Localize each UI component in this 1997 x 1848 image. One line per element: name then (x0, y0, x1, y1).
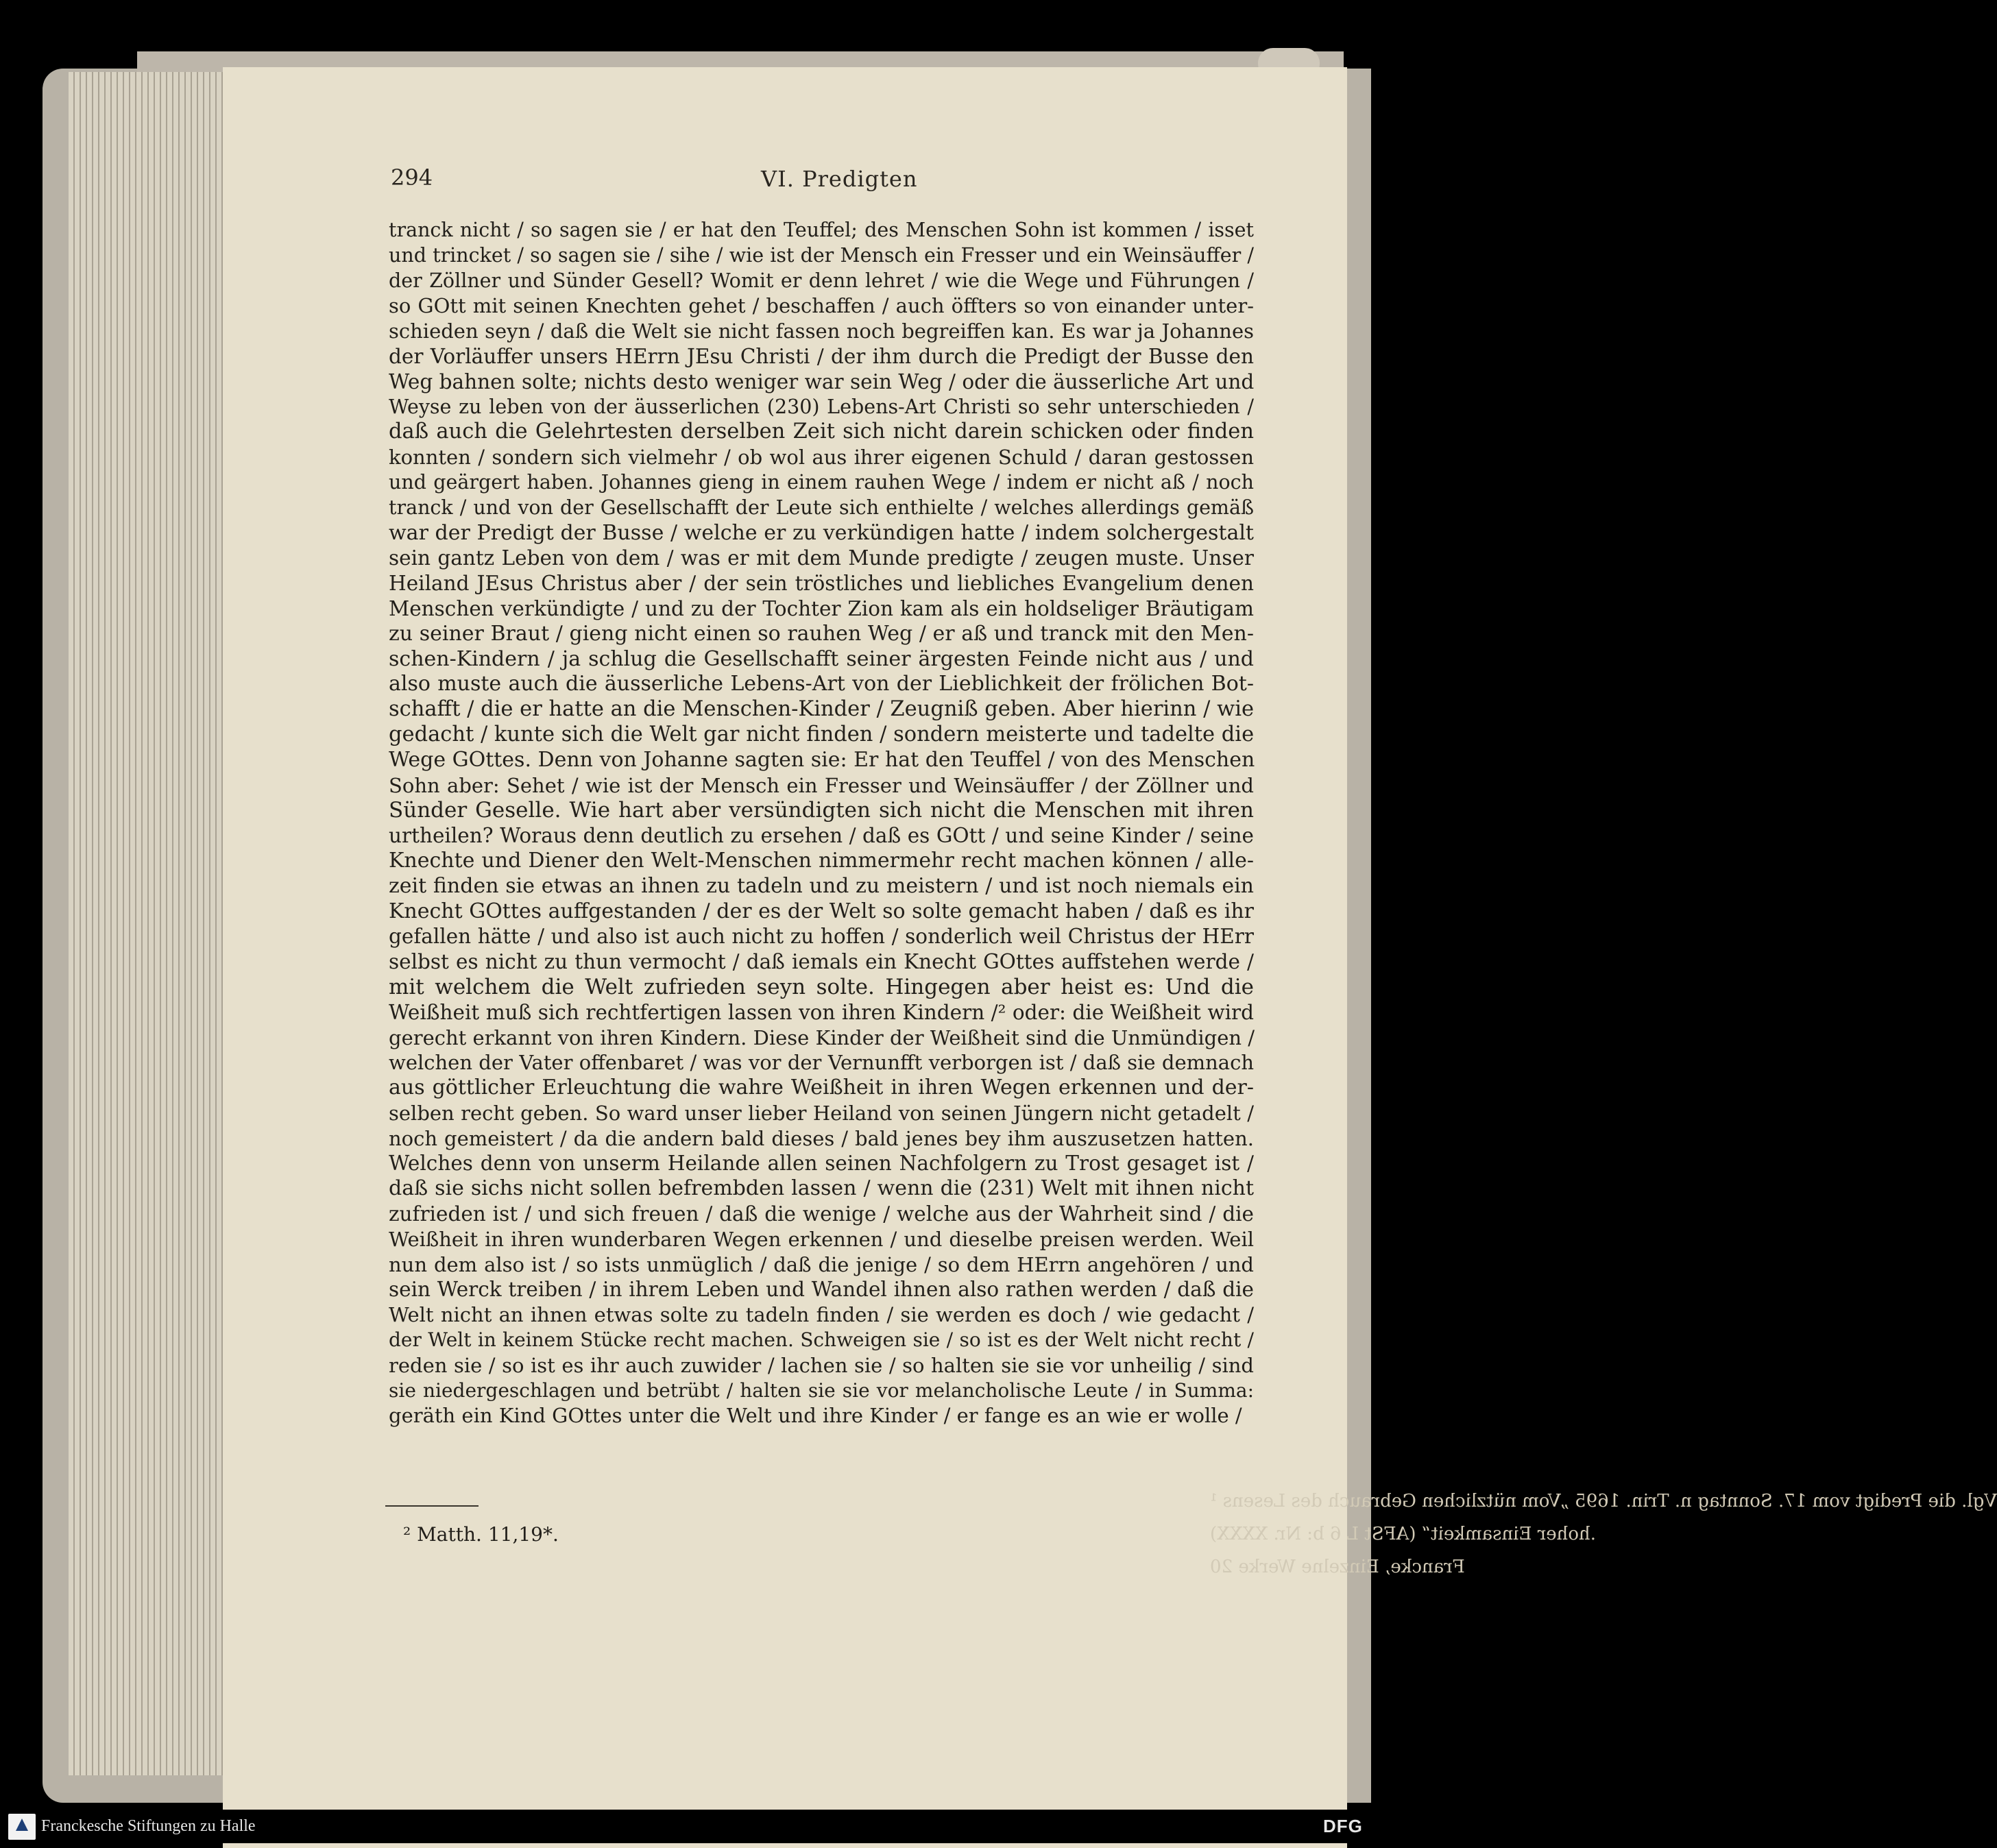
text-line: Weißheit in ihren wunderbaren Wegen erkennen / und dieselbe preisen werden. Weil (389, 1227, 1254, 1251)
text-line: war der Predigt der Busse / welche er zu verkündigen hatte / indem solchergestalt (389, 520, 1254, 545)
text-line: Sünder Geselle. Wie hart aber versündigten sich nicht die Menschen mit ihren (389, 798, 1254, 823)
text-line: schen-Kindern / ja schlug die Gesellschafft seiner ärgesten Feinde nicht aus / und (389, 646, 1254, 671)
text-line: Wege GOttes. Denn von Johanne sagten sie: Er hat den Teuffel / von des Menschen (389, 747, 1255, 772)
text-line: der Zöllner und Sünder Gesell? Womit er denn lehret / wie die Wege und Führungen / (389, 269, 1254, 292)
text-line: Welches denn von unserm Heilande allen seinen Nachfolgern zu Trost gesaget ist / (389, 1152, 1254, 1176)
footnote-divider (385, 1505, 479, 1507)
page-number: 294 (391, 165, 433, 191)
text-line: zufrieden ist / und sich freuen / daß die wenige / welche aus der Wahrheit sind / die (389, 1202, 1254, 1226)
text-line: Weg bahnen solte; nichts desto weniger war sein Weg / oder die äusserliche Art und (389, 369, 1255, 393)
body-text (389, 218, 1254, 1428)
bleed-through-text: ¹ Vgl. die Predigt vom 17. Sonntag n. Trin. 1695 „Vom nützlichen Gebrauch des Lesens hoher Einsamkeit“ (AFSt L 6 b: Nr. XXXX). 20 Francke, Einzelne Werke (1210, 1491, 1997, 1577)
text-line: geräth ein Kind GOttes unter die Welt und ihre Kinder / er fange es an wie er wolle / (389, 1404, 1242, 1428)
text-line: aus göttlicher Erleuchtung die wahre Weißheit in ihren Wegen erkennen und der- (389, 1075, 1254, 1100)
franckesche-stiftungen-logo-icon[interactable] (8, 1814, 36, 1840)
text-line: und geärgert haben. Johannes gieng in einem rauhen Wege / indem er nicht aß / noch (389, 470, 1254, 494)
text-line: zeit finden sie etwas an ihnen zu tadeln und zu meistern / und ist noch niemals ein (389, 873, 1254, 898)
text-line: Weißheit muß sich rechtfertigen lassen von ihren Kindern /² oder: die Weißheit wird (389, 1000, 1254, 1024)
text-line: Welt nicht an ihnen etwas solte zu tadeln finden / sie werden es doch / wie gedacht / (389, 1303, 1254, 1327)
text-line: noch gemeistert / da die andern bald dieses / bald jenes bey ihm auszusetzen hatten. (389, 1126, 1254, 1150)
footer-institution-link[interactable]: Franckesche Stiftungen zu Halle (41, 1817, 256, 1835)
viewer-footer-bar (0, 1810, 1371, 1843)
text-line: zu seiner Braut / gieng nicht einen so rauhen Weg / er aß und tranck mit den Men- (389, 621, 1254, 646)
text-line: sein Werck treiben / in ihrem Leben und Wandel ihnen also rathen werden / daß die (389, 1278, 1254, 1302)
text-line: gefallen hätte / und also ist auch nicht zu hoffen / sonderlich weil Christus der HErr (389, 925, 1254, 949)
running-head: VI. Predigten (761, 166, 918, 192)
text-line: Menschen verkündigte / und zu der Tochter Zion kam als ein holdseliger Bräutigam (389, 596, 1254, 620)
text-line: selbst es nicht zu thun vermocht / daß iemals ein Knecht GOttes auffstehen werde / (389, 950, 1254, 974)
text-line: Knecht GOttes auffgestanden / der es der Welt so solte gemacht haben / daß es ihr (389, 899, 1254, 923)
text-line: sein gantz Leben von dem / was er mit dem Munde predigte / zeugen muste. Unser (389, 546, 1254, 570)
text-line: selben recht geben. So ward unser lieber Heiland von seinen Jüngern nicht getadelt / (389, 1101, 1254, 1125)
text-line: schafft / die er hatte an die Menschen-Kinder / Zeugniß geben. Aber hierinn / wie (389, 697, 1255, 722)
text-line: der Vorläuffer unsers HErrn JEsu Christi / der ihm durch die Predigt der Busse den (389, 344, 1254, 368)
footnote: ² Matth. 11,19*. (403, 1523, 559, 1546)
logo-mark-icon (16, 1819, 28, 1831)
text-line: daß sie sichs nicht sollen befrembden lassen / wenn die (231) Welt mit ihnen nicht (389, 1176, 1254, 1201)
text-line: gedacht / kunte sich die Welt gar nicht finden / sondern meisterte und tadelte die (389, 722, 1255, 746)
text-line: mit welchem die Welt zufrieden seyn solte. Hingegen aber heist es: Und die (389, 974, 1254, 999)
text-line: gerecht erkannt von ihren Kindern. Diese Kinder der Weißheit sind die Unmündigen / (389, 1025, 1255, 1049)
text-line: konnten / sondern sich vielmehr / ob wol aus ihrer eigenen Schuld / daran gestossen (389, 446, 1254, 470)
text-line: der Welt in keinem Stücke recht machen. Schweigen sie / so ist es der Welt nicht recht / (389, 1328, 1254, 1352)
text-line: Weyse zu leben von der äusserlichen (230) Lebens-Art Christi so sehr unterschieden / (389, 395, 1254, 418)
text-line: also muste auch die äusserliche Lebens-Art von der Lieblichkeit der frölichen Bot- (389, 672, 1254, 696)
page-header (391, 165, 1255, 195)
text-line: daß auch die Gelehrtesten derselben Zeit sich nicht darein schicken oder finden (389, 420, 1254, 444)
text-line: Heiland JEsus Christus aber / der sein tröstliches und liebliches Evangelium denen (389, 572, 1254, 596)
text-line: und trincket / so sagen sie / sihe / wie ist der Mensch ein Fresser und ein Weinsäuffer / (389, 243, 1254, 267)
text-line: schieden seyn / daß die Welt sie nicht fassen noch begreiffen kan. Es war ja Johannes (389, 319, 1254, 343)
text-line: Sohn aber: Sehet / wie ist der Mensch ein Fresser und Weinsäuffer / der Zöllner und (389, 773, 1254, 797)
text-line: urtheilen? Woraus denn deutlich zu ersehen / daß es GOtt / und seine Kinder / seine (389, 824, 1254, 848)
dfg-logo: DFG (1323, 1816, 1363, 1836)
text-line: nun dem also ist / so ists unmüglich / daß die jenige / so dem HErrn angehören / und (389, 1252, 1254, 1276)
text-line: tranck / und von der Gesellschafft der Leute sich enthielte / welches allerdings gemäß (389, 496, 1254, 519)
text-line: Knechte und Diener den Welt-Menschen nimmermehr recht machen können / alle- (389, 848, 1254, 873)
page-edges-stack (69, 72, 223, 1775)
text-line: reden sie / so ist es ihr auch zuwider / lachen sie / so halten sie sie vor unheilig / sind (389, 1353, 1254, 1377)
text-line: sie niedergeschlagen und betrübt / halten sie sie vor melancholische Leute / in Summa: (389, 1378, 1254, 1402)
text-line: so GOtt mit seinen Knechten gehet / beschaffen / auch öffters so von einander unter- (389, 294, 1254, 318)
text-line: tranck nicht / so sagen sie / er hat den Teuffel; des Menschen Sohn ist kommen / isset (389, 219, 1254, 241)
text-line: welchen der Vater offenbaret / was vor der Vernunfft verborgen ist / daß sie demnach (389, 1051, 1254, 1075)
